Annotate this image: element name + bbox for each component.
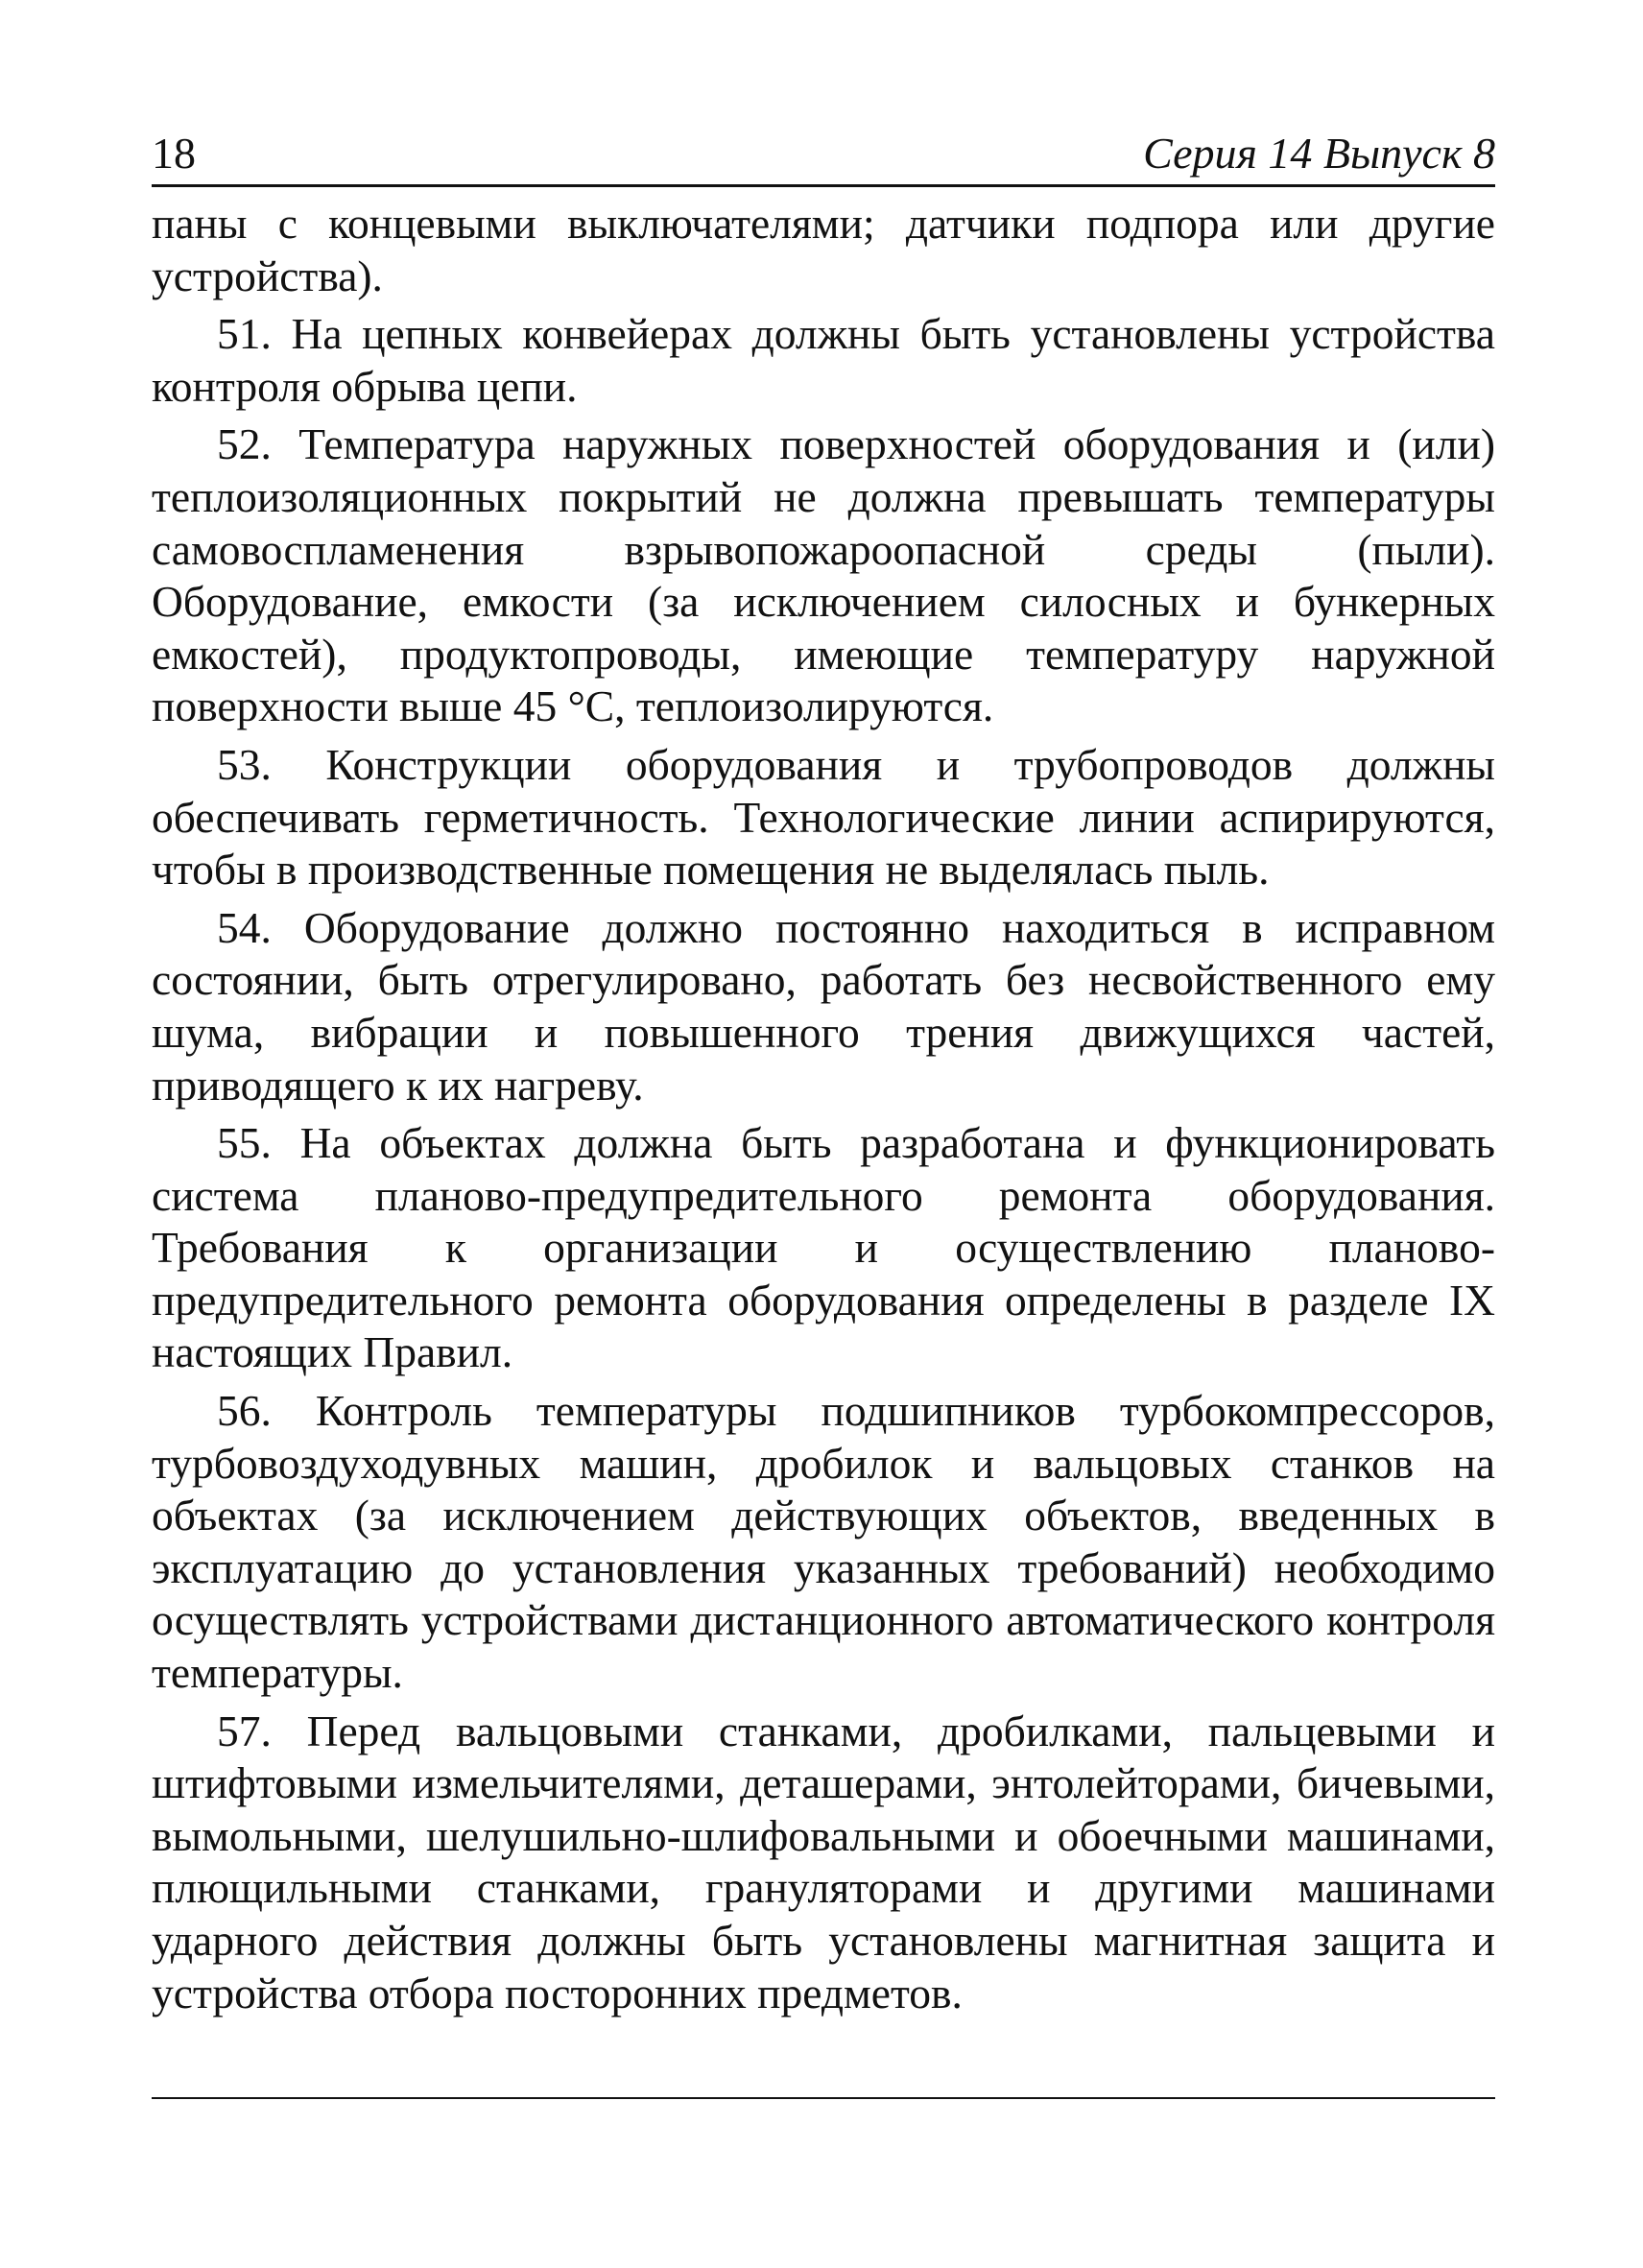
paragraph-item-57: 57. Перед вальцовыми станками, дробилками, пальцевыми и штифтовыми измельчителями, деташерами, энтолейторами, бичевыми, вымольными, шелушильно-шлифовальными и обоечными машинами, плющильными станками, грануляторами и другими машинами ударного действия должны быть установлены магнитная защита и устройства отбора посторонних предметов.	[152, 1706, 1495, 2017]
page-number: 18	[152, 129, 196, 178]
paragraph-item-53: 53. Конструкции оборудования и трубопроводов должны обеспечивать герметичность. Технологические линии аспирируются, чтобы в производственные помещения не выделялась пыль.	[152, 739, 1495, 895]
paragraph-item-56: 56. Контроль температуры подшипников турбокомпрессоров, турбовоздуходувных машин, дробилок и вальцовых станков на объектах (за исключением действующих объектов, введенных в эксплуатацию до установления указанных требований) необходимо осуществлять устройствами дистанционного автоматического контроля температуры.	[152, 1386, 1495, 1698]
paragraph-item-54: 54. Оборудование должно постоянно находиться в исправном состоянии, быть отрегулировано, работать без несвойственного ему шума, вибрации и повышенного трения движущихся частей, приводящего к их нагреву.	[152, 902, 1495, 1110]
paragraph-item-55: 55. На объектах должна быть разработана и функционировать система планово-предупредительного ремонта оборудования. Требования к организации и осуществлению планово-предупредительного ремонта оборудования определены в разделе IX настоящих Правил.	[152, 1118, 1495, 1377]
page-header	[152, 123, 1495, 184]
document-page	[152, 0, 1495, 2268]
paragraph-item-51: 51. На цепных конвейерах должны быть установлены устройства контроля обрыва цепи.	[152, 309, 1495, 411]
footer-rule	[152, 2097, 1495, 2099]
paragraph-item-52: 52. Температура наружных поверхностей оборудования и (или) теплоизоляционных покрытий не должна превышать температуры самовоспламенения взрывопожароопасной среды (пыли). Оборудование, емкости (за исключением силосных и бункерных емкостей), продуктопроводы, имеющие температуру наружной поверхности выше 45 °С, теплоизолируются.	[152, 419, 1495, 731]
paragraph-continuation: паны с концевыми выключателями; датчики подпора или другие устройства).	[152, 199, 1495, 300]
body-text	[152, 198, 1495, 2025]
running-title: Серия 14 Выпуск 8	[1143, 129, 1495, 178]
header-rule	[152, 184, 1495, 187]
